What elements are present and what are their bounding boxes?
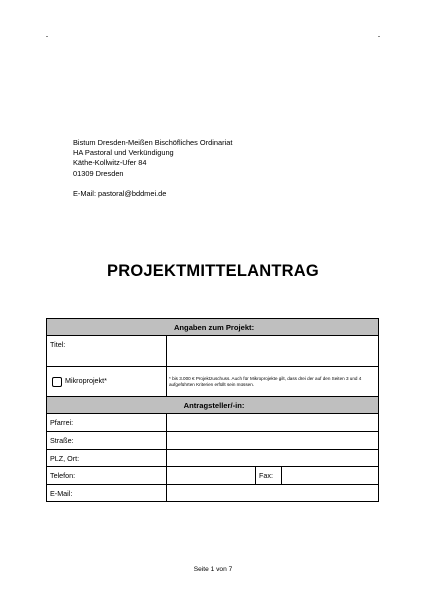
email-label: E-Mail: [47, 485, 167, 502]
project-section-header: Angaben zum Projekt: [47, 319, 379, 336]
plz-ort-field[interactable] [167, 450, 379, 467]
address-line-1: Bistum Dresden-Meißen Bischöfliches Ordinariat [73, 138, 233, 147]
corner-mark-top-right [378, 36, 380, 37]
address-line-2: HA Pastoral und Verkündigung [73, 148, 174, 158]
pfarrei-label: Pfarrei: [47, 414, 167, 432]
mikroprojekt-cell [47, 367, 167, 397]
fax-field[interactable] [282, 467, 379, 485]
address-line-4: 01309 Dresden [73, 168, 124, 178]
mikroprojekt-label: Mikroprojekt* [65, 376, 107, 386]
applicant-section-header: Antragsteller/-in: [47, 397, 379, 414]
titel-label: Titel: [47, 336, 167, 367]
page-title: PROJEKTMITTELANTRAG [107, 262, 319, 280]
address-line-3: Käthe-Kollwitz-Ufer 84 [73, 158, 147, 168]
pfarrei-field[interactable] [167, 414, 379, 432]
fax-label: Fax: [256, 467, 282, 485]
address-spacer [73, 179, 232, 189]
strasse-field[interactable] [167, 432, 379, 450]
mikroprojekt-note: * bis 3.000 € Projektzuschuss. Auch für Mikroprojekte gilt, dass drei der auf den Seiten 3 und 4 aufgeführten Kriterien erfüllt sein müssen. [167, 367, 379, 397]
titel-field[interactable] [167, 336, 379, 367]
telefon-label: Telefon: [47, 467, 167, 485]
recipient-address [73, 138, 232, 199]
plz-ort-label: PLZ, Ort: [47, 450, 167, 467]
telefon-field[interactable] [167, 467, 256, 485]
mikroprojekt-checkbox[interactable] [52, 377, 62, 387]
address-email: E-Mail: pastoral@bddmei.de [73, 188, 167, 198]
page-footer: Seite 1 von 7 [193, 566, 233, 573]
email-field[interactable] [167, 485, 379, 502]
application-form-table [46, 318, 379, 502]
corner-mark-top-left [46, 36, 48, 37]
strasse-label: Straße: [47, 432, 167, 450]
